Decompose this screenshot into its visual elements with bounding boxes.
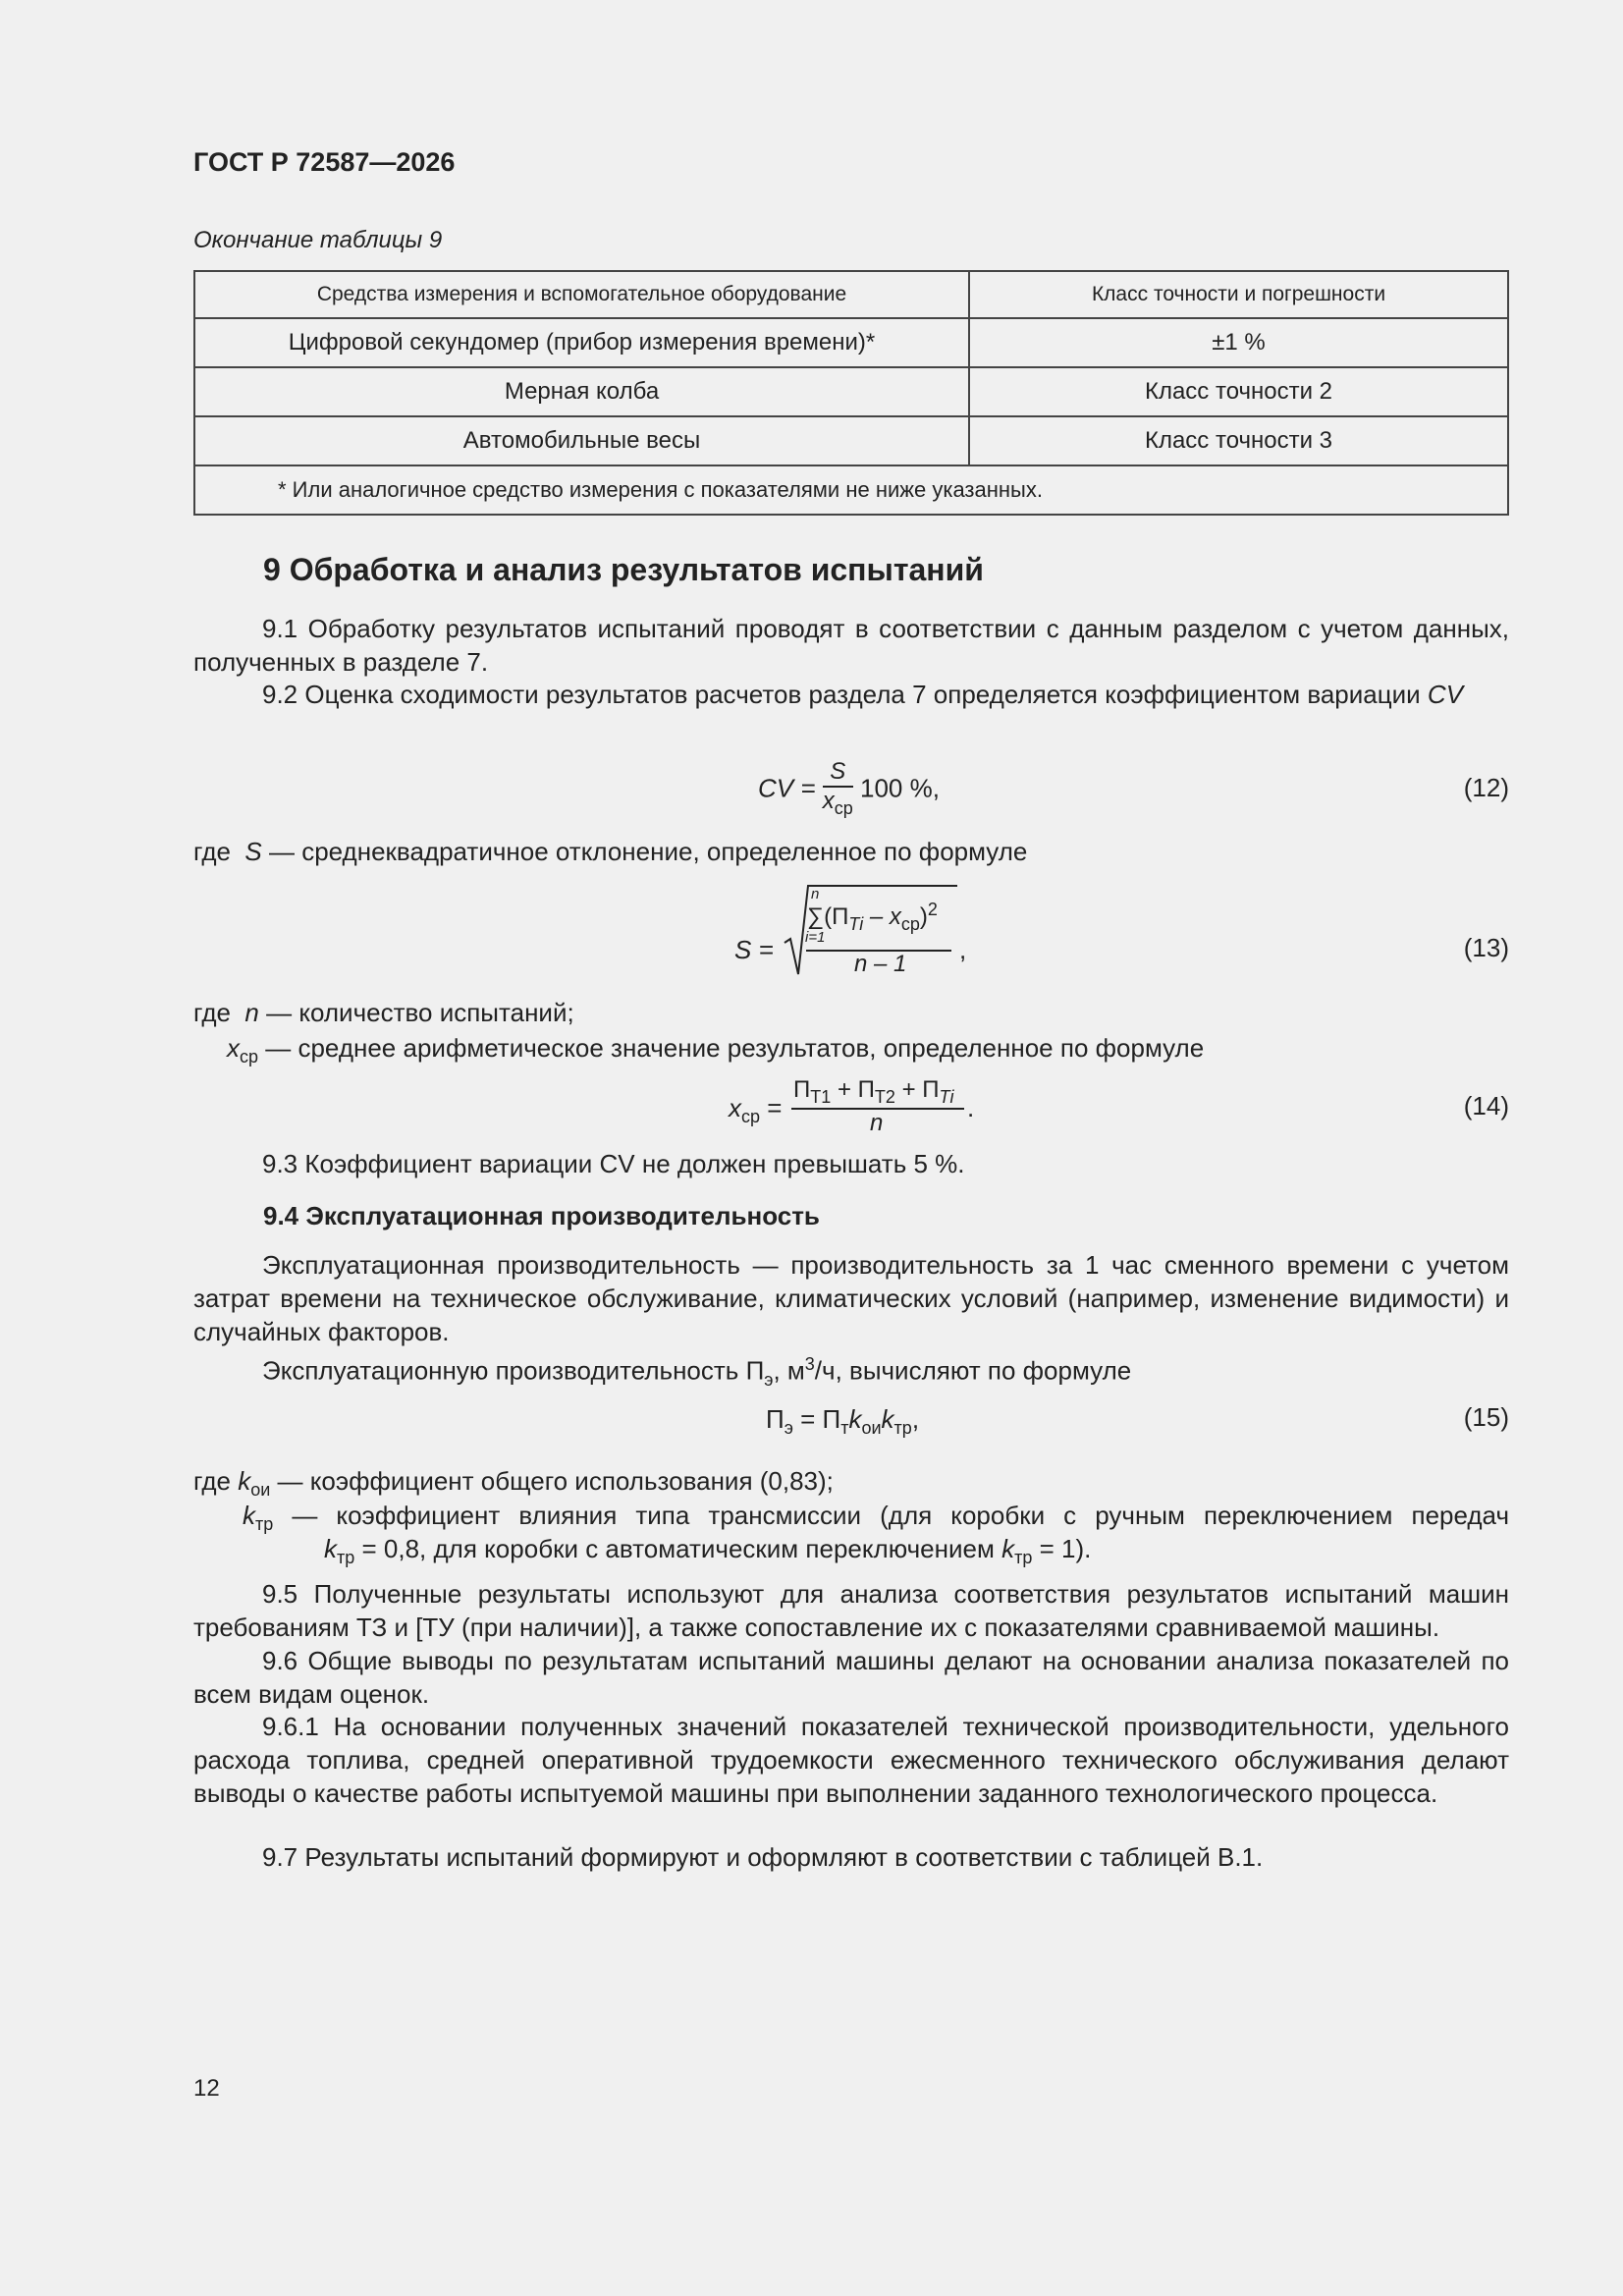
formula-tail: , — [911, 1404, 920, 1434]
table-row — [194, 318, 1508, 367]
fraction-denominator — [823, 788, 853, 822]
where-symbol: x — [227, 1033, 240, 1063]
formula-subscript: т — [840, 1418, 849, 1439]
num-subscript: Т1 — [810, 1086, 832, 1107]
superscript: 3 — [804, 1354, 815, 1374]
sum-upper: n — [811, 886, 820, 902]
formula-tail: 100 %, — [860, 773, 940, 803]
table-cell: ±1 % — [969, 318, 1508, 367]
text: , м — [773, 1355, 805, 1386]
formula-number: (14) — [1463, 1091, 1509, 1121]
where-n — [193, 996, 1509, 1029]
num-mid: – x — [869, 903, 901, 930]
formula-lhs: CV = — [758, 773, 816, 803]
table-footnote: * Или аналогичное средство измерения с показателями не ниже указанных. — [194, 465, 1508, 515]
table-header-cell: Средства измерения и вспомогательное оборудование — [194, 271, 969, 318]
formula-13-denominator: n – 1 — [854, 951, 907, 977]
num-part: + П — [837, 1076, 875, 1103]
table-row — [194, 367, 1508, 416]
table-footnote-row — [194, 465, 1508, 515]
paragraph-9-1: 9.1 Обработку результатов испытаний проводят в соответствии с данным разделом с учетом данных, полученных в разделе 7. — [193, 614, 1509, 677]
formula-lhs: S = — [734, 935, 774, 964]
paragraph-9-4-formula-intro — [193, 1347, 1509, 1396]
denominator-subscript: ср — [834, 797, 853, 818]
section-heading: 9 Обработка и анализ результатов испытаний — [263, 552, 984, 587]
paragraph-9-6: 9.6 Общие выводы по результатам испытаний машины делают на основании анализа показателей по всем видам оценок. — [193, 1646, 1509, 1709]
formula-subscript: э — [784, 1418, 793, 1439]
standard-header: ГОСТ Р 72587—2026 — [193, 147, 456, 177]
num-end: ) — [919, 903, 928, 930]
where-subscript: тр — [1014, 1548, 1033, 1568]
paragraph-9-2-text: 9.2 Оценка сходимости результатов расчетов раздела 7 определяется коэффициентом вариации — [262, 680, 1421, 709]
where-subscript: тр — [337, 1548, 355, 1568]
where-text: — среднее арифметическое значение результатов, определенное по формуле — [265, 1033, 1205, 1063]
where-ktr-line2 — [324, 1532, 1091, 1574]
num-subscript: Тi — [939, 1086, 954, 1107]
lhs-subscript: ср — [741, 1107, 761, 1127]
formula-15 — [766, 1402, 919, 1445]
text: Эксплуатационную производительность П — [262, 1355, 765, 1386]
where-symbol: n — [244, 998, 259, 1027]
formula-part: k — [848, 1404, 862, 1434]
denominator-var: x — [822, 788, 835, 814]
paragraph-9-2 — [193, 678, 1509, 711]
formula-part: k — [881, 1404, 894, 1434]
num-part: П — [793, 1076, 811, 1103]
where-text: — среднеквадратичное отклонение, определенное по формуле — [268, 837, 1028, 866]
formula-12 — [758, 758, 940, 822]
formula-14-lhs — [729, 1091, 782, 1133]
paragraph-9-3: 9.3 Коэффициент вариации CV не должен превышать 5 %. — [262, 1149, 965, 1178]
fraction — [823, 758, 853, 822]
where-prefix: где — [193, 1466, 231, 1496]
formula-13-numerator — [807, 900, 938, 935]
where-text: = 1). — [1039, 1534, 1092, 1563]
where-s — [193, 835, 1509, 868]
fraction-numerator: S — [823, 758, 853, 788]
table-cell: Мерная колба — [194, 367, 969, 416]
where-prefix: где — [193, 998, 231, 1027]
where-text: — коэффициент общего использования (0,83); — [277, 1466, 834, 1496]
formula-number: (15) — [1463, 1402, 1509, 1432]
subsection-heading: 9.4 Эксплуатационная производительность — [263, 1201, 820, 1230]
table-cell: Автомобильные весы — [194, 416, 969, 465]
formula-14-numerator — [793, 1076, 954, 1108]
where-x — [227, 1031, 1204, 1073]
num-subscript: ср — [900, 913, 920, 934]
paragraph-9-4-definition: Эксплуатационная производительность — производительность за 1 час сменного времени с учетом затрат времени на техническое обслуживание, климатических условий (например, изменение видимости) и случайных факторов. — [193, 1250, 1509, 1346]
num-part: + П — [901, 1076, 940, 1103]
where-subscript: тр — [255, 1514, 274, 1535]
formula-number: (13) — [1463, 933, 1509, 962]
num-subscript: Т2 — [874, 1086, 895, 1107]
table-header-cell: Класс точности и погрешности — [969, 271, 1508, 318]
paragraph-9-7: 9.7 Результаты испытаний формируют и оформляют в соответствии с таблицей В.1. — [262, 1842, 1264, 1872]
formula-part: П — [766, 1404, 784, 1434]
formula-14-denominator: n — [870, 1110, 884, 1136]
where-subscript: ср — [240, 1047, 259, 1067]
formula-subscript: тр — [893, 1418, 912, 1439]
where-symbol: k — [243, 1501, 255, 1530]
formula-tail: , — [959, 935, 967, 964]
sum-lower: i=1 — [805, 929, 826, 946]
table-caption: Окончание таблицы 9 — [193, 227, 443, 253]
where-text: — количество испытаний; — [266, 998, 574, 1027]
table-cell: Цифровой секундомер (прибор измерения времени)* — [194, 318, 969, 367]
subscript: э — [764, 1369, 774, 1390]
cv-symbol: CV — [1427, 680, 1464, 709]
num-superscript: 2 — [927, 900, 938, 919]
where-symbol: k — [238, 1466, 251, 1496]
where-symbol: k — [324, 1534, 337, 1563]
formula-13-lhs — [734, 933, 774, 966]
table-cell: Класс точности 3 — [969, 416, 1508, 465]
where-subscript: ои — [250, 1480, 271, 1501]
where-symbol: k — [1001, 1534, 1015, 1563]
text: /ч, вычисляют по формуле — [814, 1355, 1132, 1386]
table-header-row — [194, 271, 1508, 318]
formula-part: = П — [800, 1404, 841, 1434]
formula-lhs: x — [729, 1093, 741, 1122]
page-number: 12 — [193, 2075, 220, 2102]
where-text: = 0,8, для коробки с автоматическим переключением — [361, 1534, 995, 1563]
paragraph-9-6-1: 9.6.1 На основании полученных значений показателей технической производительности, удельного расхода топлива, средней оперативной трудоемкости ежесменного технического обслуживания делают выводы о качестве работы испытуемой машины при выполнении заданного технологического процесса. — [193, 1712, 1509, 1808]
table-row — [194, 416, 1508, 465]
paragraph-9-5: 9.5 Полученные результаты используют для анализа соответствия результатов испытаний машин требованиям ТЗ и [ТУ (при наличии)], а также сопоставление их с показателями сравниваемой машины. — [193, 1579, 1509, 1642]
table-cell: Класс точности 2 — [969, 367, 1508, 416]
num-part: ∑(П — [807, 903, 849, 930]
where-prefix: где — [193, 837, 231, 866]
where-text: — коэффициент влияния типа трансмиссии (для коробки с ручным переключением передач — [292, 1501, 1509, 1530]
num-subscript: Ti — [848, 913, 864, 934]
formula-subscript: ои — [861, 1418, 882, 1439]
equals: = — [767, 1093, 783, 1122]
formula-number: (12) — [1463, 773, 1509, 802]
where-symbol: S — [244, 837, 262, 866]
equipment-table — [193, 270, 1509, 516]
formula-tail: . — [967, 1093, 975, 1122]
